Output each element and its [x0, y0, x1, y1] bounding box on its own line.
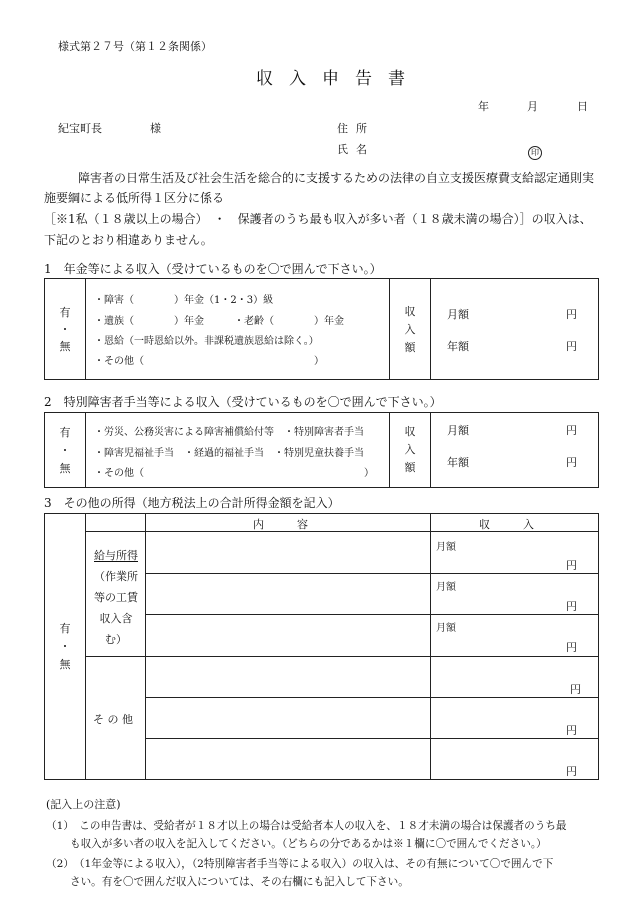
section2-yesno: 有 ・ 無 [59, 426, 71, 475]
section3-row5-yen: 円 [566, 724, 577, 737]
note-1-line-2: も収入が多い者の収入を記入してください。（どちらの分であるかは※１欄に〇で囲んでください。） [70, 838, 547, 850]
section3-salary-label: 給与所得 （作業所 等の工賃 収入含 む） [94, 549, 138, 646]
section2-annual-yen: 円 [566, 456, 577, 469]
section1-income-label: 収 入 額 [404, 305, 416, 354]
section2-monthly-label: 月額 [447, 424, 469, 437]
section3-row3-yen: 円 [566, 641, 577, 654]
honorific: 様 [150, 122, 161, 135]
section1-item-other: ・その他（ ） [94, 356, 324, 367]
date-month-label: 月 [527, 100, 538, 113]
section2-item-other: ・その他（ ） [94, 468, 374, 479]
intro-line-4: 下記のとおり相違ありません。 [44, 233, 213, 247]
section2-item-child-welfare: ・障害児福祉手当 ・経過的福祉手当 ・特別児童扶養手当 [94, 448, 364, 459]
section3-col-content: 内 容 [253, 518, 308, 531]
date-day-label: 日 [577, 100, 588, 113]
section1-annual-label: 年額 [447, 340, 469, 353]
intro-line-3: ［※1私（１８歳以上の場合） ・ 保護者のうち最も収入が多い者（１８歳未満の場合）］の収入は、 [44, 212, 592, 226]
section2-annual-label: 年額 [447, 456, 469, 469]
section1-heading: 1 年金等による収入（受けているものを〇で囲んで下さい。） [44, 262, 382, 276]
name-label: 氏名 [337, 143, 375, 156]
note-2-line-2: さい。有を〇で囲んだ収入については、その右欄にも記入して下さい。 [70, 876, 409, 888]
section1-monthly-label: 月額 [447, 308, 469, 321]
notes-heading: (記入上の注意) [46, 798, 121, 811]
page-title: 収入申告書 [256, 69, 421, 89]
form-number: 様式第２７号（第１２条関係） [58, 40, 212, 53]
section3-row2-monthly: 月額 [436, 582, 456, 593]
section3-row4-yen: 円 [570, 683, 581, 696]
note-1-line-1: （1） この申告書は、受給者が１８才以上の場合は受給者本人の収入を、１８才未満の場合は保護者のうち最 [46, 820, 567, 832]
section3-other-label: そ の 他 [93, 713, 133, 726]
section3-row3-monthly: 月額 [436, 623, 456, 634]
section3-row1-yen: 円 [566, 559, 577, 572]
date-year-label: 年 [478, 100, 489, 113]
section2-income-label: 収 入 額 [404, 425, 416, 474]
addressee: 紀宝町長 [58, 122, 102, 135]
section2-monthly-yen: 円 [566, 424, 577, 437]
section1-yesno: 有 ・ 無 [59, 306, 71, 353]
section1-item-survivor-pension: ・遺族（ ）年金 ・老齢（ ）年金 [94, 316, 344, 327]
address-label: 住所 [337, 122, 375, 135]
section1-monthly-yen: 円 [566, 308, 577, 321]
section1-item-onkyu: ・恩給（一時恩給以外。非課税遺族恩給は除く。） [94, 336, 319, 347]
section2-item-workers-comp: ・労災、公務災害による障害補償給付等 ・特別障害者手当 [94, 427, 364, 438]
section3-heading: 3 その他の所得（地方税法上の合計所得金額を記入） [44, 496, 340, 510]
seal-icon: 印 [528, 146, 542, 160]
section1-annual-yen: 円 [566, 340, 577, 353]
section3-yesno: 有 ・ 無 [59, 622, 71, 671]
intro-line-2: 施要綱による低所得１区分に係る [44, 191, 225, 205]
intro-line-1: 障害者の日常生活及び社会生活を総合的に支援するための法律の自立支援医療費支給認定通則実 [78, 171, 595, 185]
section1-item-disability-pension: ・障害（ ）年金（1・2・3）級 [94, 295, 274, 306]
section3-col-income: 収 入 [479, 518, 534, 531]
note-2-line-1: （2） （1年金等による収入），（2特別障害者手当等による収入）の収入は、その有無について〇で囲んで下 [46, 858, 554, 870]
section3-row1-monthly: 月額 [436, 542, 456, 553]
section2-heading: 2 特別障害者手当等による収入（受けているものを〇で囲んで下さい。） [44, 395, 442, 409]
seal-mark [528, 140, 542, 160]
section3-row6-yen: 円 [566, 765, 577, 778]
section3-row2-yen: 円 [566, 600, 577, 613]
